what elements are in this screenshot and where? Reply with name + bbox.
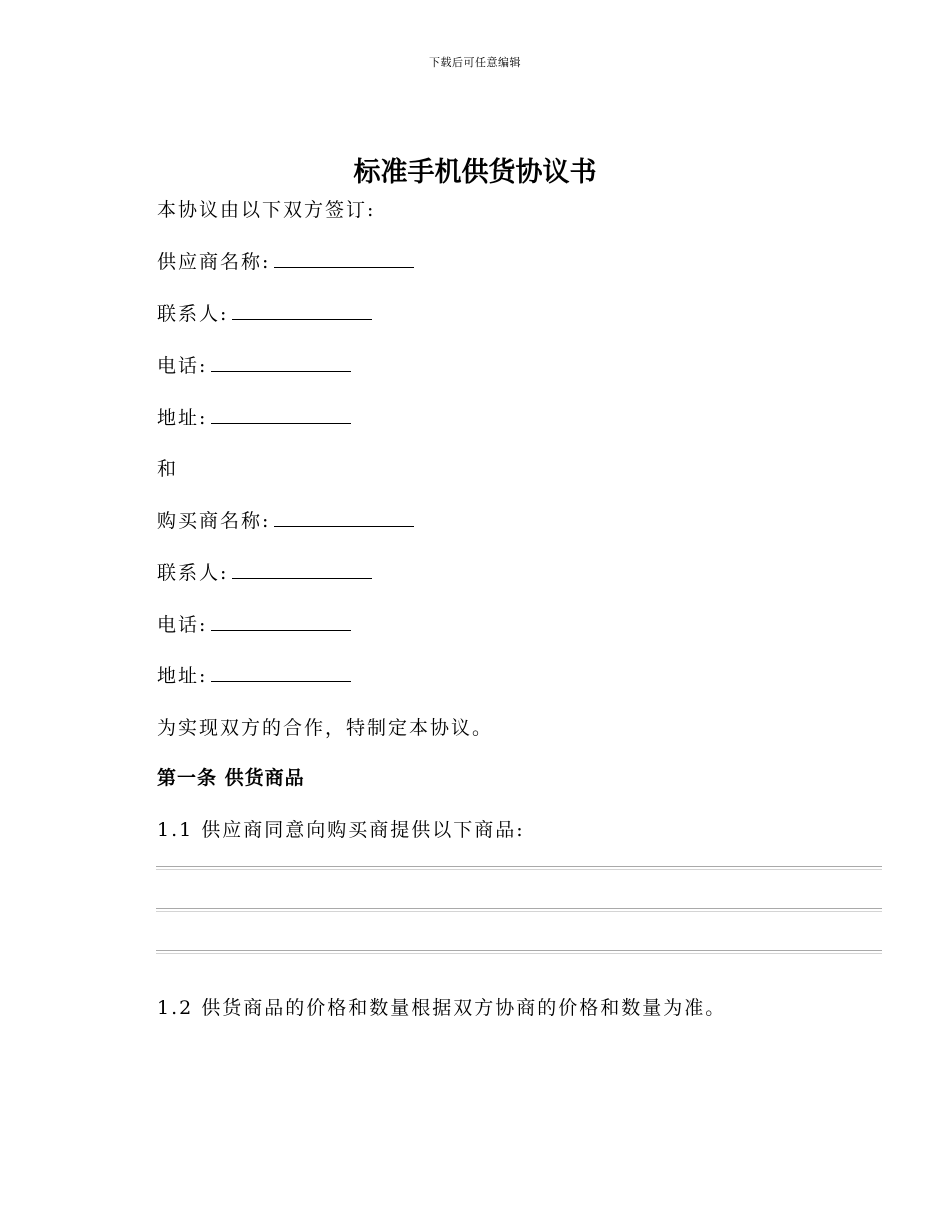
buyer-phone-blank (211, 612, 351, 631)
supplier-name-line (157, 248, 414, 276)
clause-1-1-line (157, 816, 525, 844)
purpose-line (157, 714, 493, 742)
supplier-phone-blank (211, 353, 351, 372)
buyer-contact-label: 联系人: (157, 562, 229, 584)
supplier-phone-line (157, 352, 351, 380)
purpose-text: 为实现双方的合作，特制定本协议。 (157, 717, 494, 739)
buyer-name-line (157, 507, 414, 535)
clause-1-1-text: 1.1 供应商同意向购买商提供以下商品: (157, 819, 525, 841)
supplier-name-blank (274, 249, 414, 268)
section-1-heading: 第一条 供货商品 (157, 767, 305, 789)
intro-text: 本协议由以下双方签订: (157, 199, 376, 221)
supplier-name-label: 供应商名称: (157, 251, 271, 273)
buyer-name-blank (274, 508, 414, 527)
supplier-address-line (157, 404, 351, 432)
buyer-contact-blank (232, 560, 372, 579)
goods-table-rule (156, 866, 882, 870)
supplier-phone-label: 电话: (157, 355, 208, 377)
document-title: 标准手机供货协议书 (353, 157, 597, 188)
buyer-address-line (157, 662, 351, 690)
buyer-phone-line (157, 611, 351, 639)
supplier-address-label: 地址: (157, 407, 208, 429)
page-header-note: 下载后可任意编辑 (429, 56, 521, 69)
intro-line (157, 196, 375, 224)
buyer-contact-line (157, 559, 372, 587)
buyer-address-label: 地址: (157, 665, 208, 687)
goods-table-rule (156, 950, 882, 954)
conjunction-text: 和 (157, 458, 179, 480)
clause-1-2-text: 1.2 供货商品的价格和数量根据双方协商的价格和数量为准。 (157, 997, 727, 1019)
clause-1-2-line (157, 994, 726, 1022)
supplier-contact-blank (232, 301, 372, 320)
supplier-address-blank (211, 405, 351, 424)
buyer-phone-label: 电话: (157, 614, 208, 636)
supplier-contact-label: 联系人: (157, 303, 229, 325)
buyer-address-blank (211, 663, 351, 682)
goods-table-rule (156, 908, 882, 912)
buyer-name-label: 购买商名称: (157, 510, 271, 532)
supplier-contact-line (157, 300, 372, 328)
conjunction-line (157, 455, 178, 483)
